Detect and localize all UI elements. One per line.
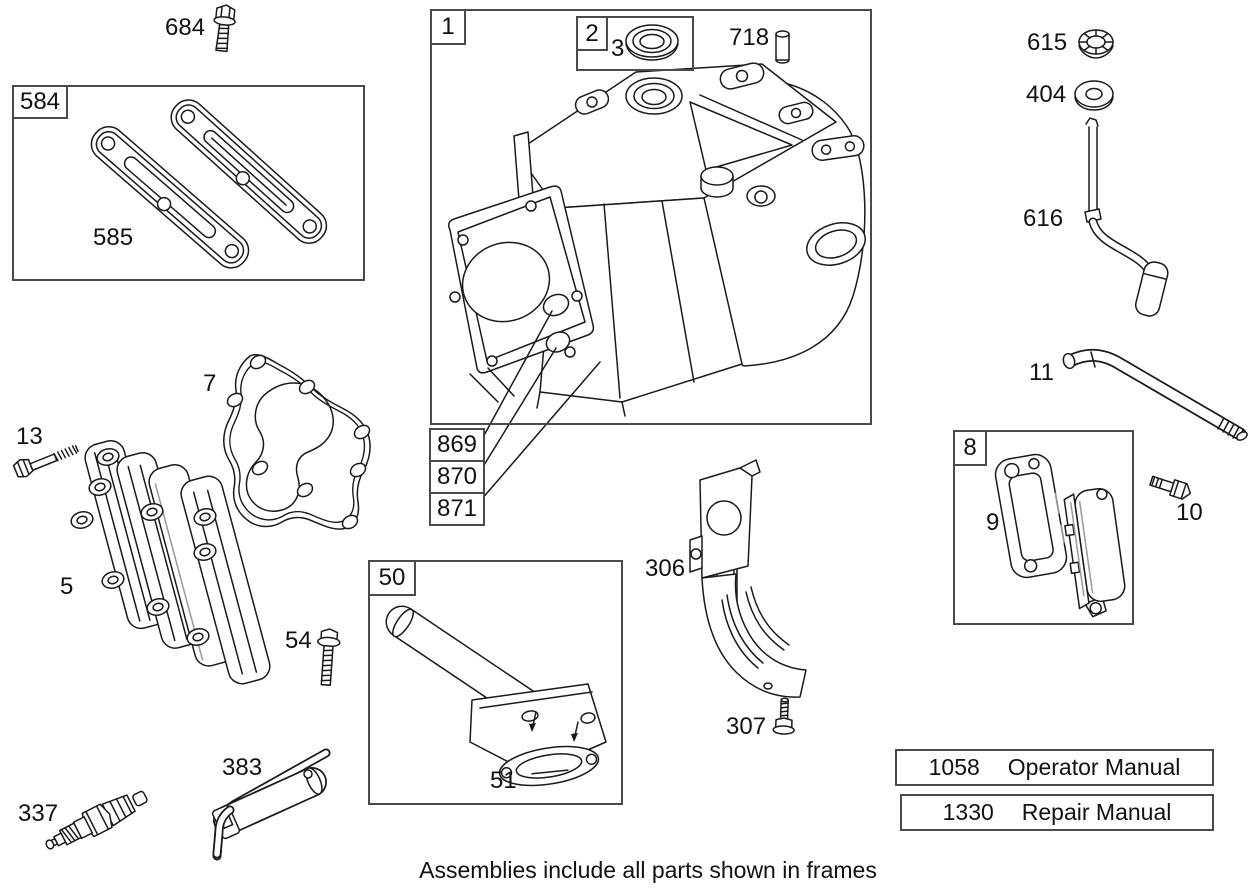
label-9: 9 xyxy=(986,509,1000,536)
dipstick-616-drawing xyxy=(1085,118,1170,318)
label-383: 383 xyxy=(222,754,263,781)
footer-note: Assemblies include all parts shown in frames xyxy=(419,857,877,883)
label-7: 7 xyxy=(203,370,217,397)
label-10: 10 xyxy=(1176,499,1203,526)
label-54: 54 xyxy=(285,627,312,654)
label-3: 3 xyxy=(611,35,625,62)
callout-869: 869 xyxy=(429,428,485,462)
frame-label-2: 2 xyxy=(576,16,608,51)
callout-870: 870 xyxy=(429,460,485,494)
frame-label-584: 584 xyxy=(12,85,68,119)
screw-54-drawing xyxy=(315,628,341,685)
label-585: 585 xyxy=(93,224,134,251)
cap-615-drawing xyxy=(1079,30,1113,58)
label-404: 404 xyxy=(1026,81,1067,108)
frame-label-8: 8 xyxy=(953,430,987,466)
manual-number: 1058 xyxy=(928,754,980,780)
manual-row-repair xyxy=(900,794,1214,831)
label-616: 616 xyxy=(1023,205,1064,232)
tube-11-drawing xyxy=(1062,352,1249,442)
label-718: 718 xyxy=(729,24,770,51)
manual-number: 1330 xyxy=(942,799,994,825)
manual-title: Operator Manual xyxy=(1007,754,1181,780)
label-11: 11 xyxy=(1029,359,1054,386)
screw-10-drawing xyxy=(1149,473,1193,501)
manual-row-operator xyxy=(895,749,1214,786)
callout-stack xyxy=(429,428,485,526)
label-13: 13 xyxy=(16,423,43,450)
label-337: 337 xyxy=(18,800,59,827)
label-306: 306 xyxy=(645,555,686,582)
label-5: 5 xyxy=(60,573,74,600)
bolt-684-drawing xyxy=(211,4,237,52)
label-615: 615 xyxy=(1027,29,1068,56)
deflector-306-drawing xyxy=(690,460,806,697)
head-gasket-7-drawing xyxy=(224,353,372,532)
label-684: 684 xyxy=(165,14,206,41)
frame-label-50: 50 xyxy=(368,560,416,596)
manual-title: Repair Manual xyxy=(1021,799,1172,825)
label-51: 51 xyxy=(490,767,517,794)
frame-1 xyxy=(430,9,872,425)
frame-label-1: 1 xyxy=(430,9,466,45)
label-307: 307 xyxy=(726,713,767,740)
callout-871: 871 xyxy=(429,492,485,526)
washer-404-drawing xyxy=(1075,81,1113,110)
screw-307-drawing xyxy=(773,698,795,735)
